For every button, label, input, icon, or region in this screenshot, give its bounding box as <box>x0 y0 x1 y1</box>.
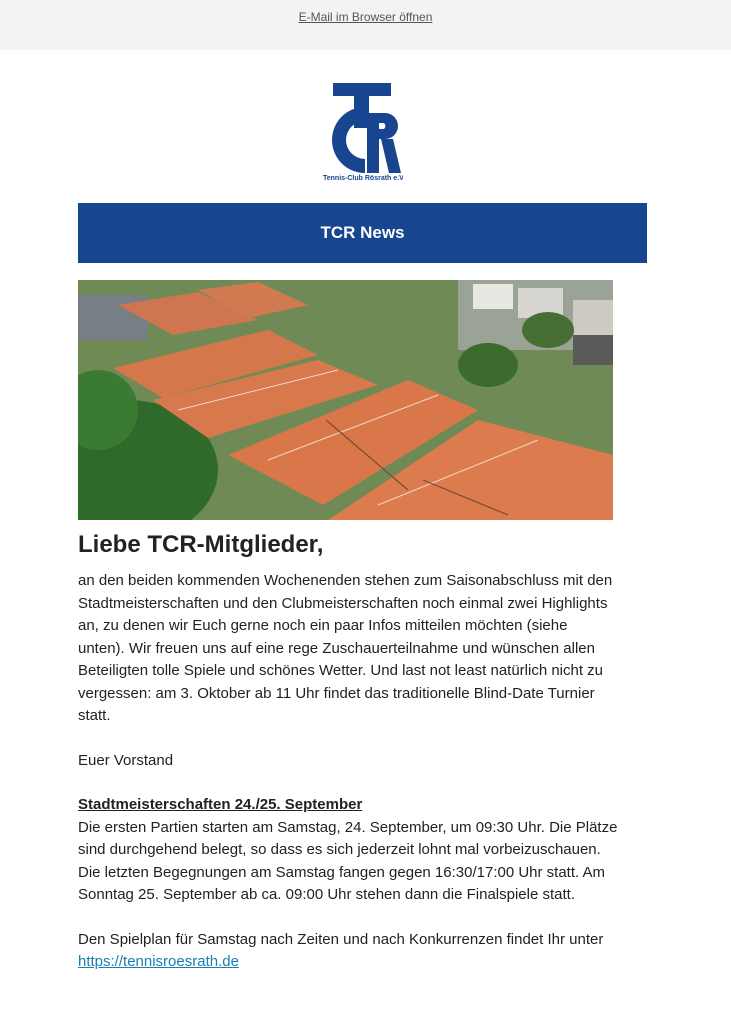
tennis-courts-photo <box>78 280 613 520</box>
newsletter-content <box>78 530 618 974</box>
news-banner <box>78 203 647 263</box>
signature: Euer Vorstand <box>78 751 174 769</box>
greeting-heading: Liebe TCR-Mitglieder, <box>78 531 324 558</box>
logo-text: Tennis-Club Rösrath e.V. <box>323 175 403 181</box>
intro-paragraph: an den beiden kommenden Wochenenden stehen zum Saisonabschluss mit den Stadtmeisterschaften und den Clubmeisterschaften noch einmal zwei Highlights an, zu denen wir Euch gerne noch ein paar Infos mitteilen möchten (siehe unten). Wir freuen uns auf eine rege Zuschauerteilnahme und wünschen allen Beteiligten tolle Spiele und schönes Wetter. Und last not least natürlich nicht zu vergessen: am 3. Oktober ab 11 Uhr findet das traditionelle Blind-Date Turnier statt. <box>78 572 613 724</box>
top-bar <box>0 0 731 50</box>
section-body-stadtmeisterschaften: Die ersten Partien starten am Samstag, 24. September, um 09:30 Uhr. Die Plätze sind durchgehend belegt, so dass es sich jederzeit lohnt mal vorbeizuschauen. Die letzten Begegnungen am Samstag fangen gegen 16:30/17:00 Uhr statt. Am Sonntag 25. September ab ca. 09:00 Uhr stehen dann die Finalspiele statt. <box>78 818 618 903</box>
open-in-browser-link[interactable]: E-Mail im Browser öffnen <box>298 10 433 24</box>
schedule-paragraph <box>78 929 618 974</box>
club-website-link[interactable]: https://tennisroesrath.de <box>78 953 239 970</box>
banner-title: TCR News <box>320 223 405 242</box>
schedule-text: Den Spielplan für Samstag nach Zeiten und nach Konkurrenzen findet Ihr unter <box>78 930 604 948</box>
section-title-stadtmeisterschaften: Stadtmeisterschaften 24./25. September <box>78 796 363 813</box>
club-logo <box>321 83 403 181</box>
